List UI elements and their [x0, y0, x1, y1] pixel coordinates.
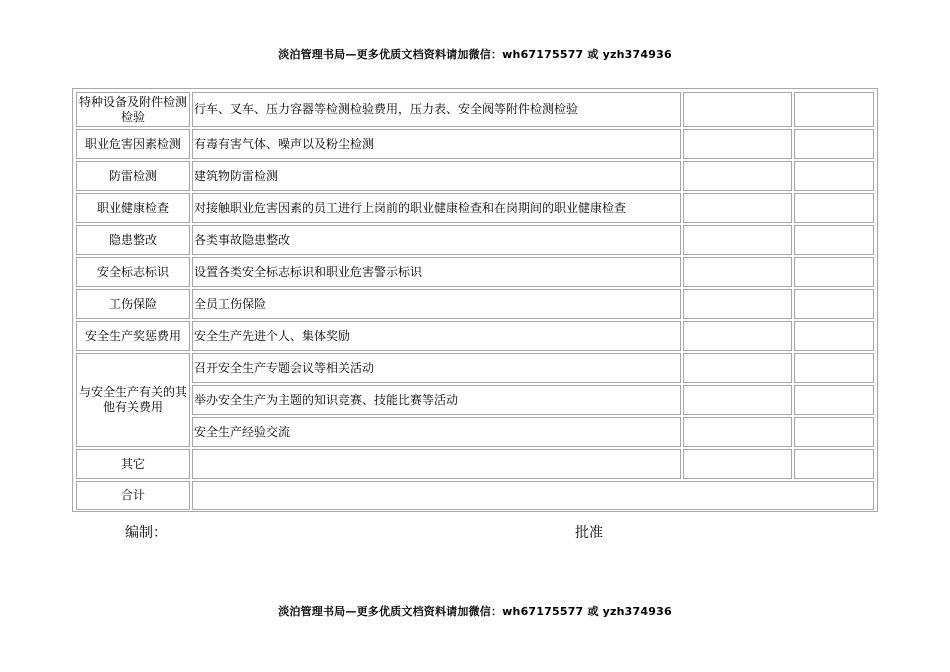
- category-cell: 安全标志标识: [76, 257, 190, 287]
- remark-cell: [794, 289, 874, 319]
- category-cell: 隐患整改: [76, 225, 190, 255]
- approved-by-label: 批准: [575, 525, 603, 541]
- amount-cell: [683, 129, 792, 159]
- description-cell: [192, 449, 681, 479]
- description-cell: 建筑物防雷检测: [192, 161, 681, 191]
- amount-cell: [683, 385, 792, 415]
- remark-cell: [794, 321, 874, 351]
- table-row: [76, 481, 874, 510]
- remark-cell: [794, 353, 874, 383]
- table-row: [76, 92, 874, 127]
- description-cell: 各类事故隐患整改: [192, 225, 681, 255]
- table-row: [76, 289, 874, 319]
- remark-cell: [794, 225, 874, 255]
- remark-cell: [794, 193, 874, 223]
- total-label-cell: 合计: [76, 481, 190, 510]
- prepared-by-label: 编制：: [125, 525, 167, 541]
- description-cell: 召开安全生产专题会议等相关活动: [192, 353, 681, 383]
- description-cell: 设置各类安全标志标识和职业危害警示标识: [192, 257, 681, 287]
- amount-cell: [683, 92, 792, 127]
- group-category-cell: 与安全生产有关的其他有关费用: [76, 353, 190, 447]
- table-row: [76, 385, 874, 415]
- description-cell: 行车、叉车、压力容器等检测检验费用，压力表、安全阀等附件检测检验: [192, 92, 681, 127]
- category-cell: 防雷检测: [76, 161, 190, 191]
- description-cell: 举办安全生产为主题的知识竞赛、技能比赛等活动: [192, 385, 681, 415]
- table-row: [76, 129, 874, 159]
- table-row: [76, 225, 874, 255]
- category-cell: 工伤保险: [76, 289, 190, 319]
- amount-cell: [683, 353, 792, 383]
- table-row: [76, 193, 874, 223]
- table-row: [76, 353, 874, 383]
- page-header-watermark: 淡泊管理书局—更多优质文档资料请加微信：wh67175577 或 yzh374936: [278, 48, 672, 61]
- table-row: [76, 257, 874, 287]
- description-cell: 对接触职业危害因素的员工进行上岗前的职业健康检查和在岗期间的职业健康检查: [192, 193, 681, 223]
- description-cell: 安全生产先进个人、集体奖励: [192, 321, 681, 351]
- category-cell: 特种设备及附件检测检验: [76, 92, 190, 127]
- table-row: [76, 161, 874, 191]
- amount-cell: [683, 225, 792, 255]
- other-label-cell: 其它: [76, 449, 190, 479]
- table-row: [76, 321, 874, 351]
- remark-cell: [794, 417, 874, 447]
- amount-cell: [683, 289, 792, 319]
- category-cell: 安全生产奖惩费用: [76, 321, 190, 351]
- category-cell: 职业危害因素检测: [76, 129, 190, 159]
- safety-cost-table: [72, 88, 878, 512]
- amount-cell: [683, 417, 792, 447]
- description-cell: 全员工伤保险: [192, 289, 681, 319]
- description-cell: 安全生产经验交流: [192, 417, 681, 447]
- category-cell: 职业健康检查: [76, 193, 190, 223]
- table-row: [76, 449, 874, 479]
- remark-cell: [794, 161, 874, 191]
- table-row: [76, 417, 874, 447]
- amount-cell: [683, 161, 792, 191]
- remark-cell: [794, 257, 874, 287]
- page-footer-watermark: 淡泊管理书局—更多优质文档资料请加微信：wh67175577 或 yzh374936: [278, 605, 672, 618]
- remark-cell: [794, 449, 874, 479]
- amount-cell: [683, 449, 792, 479]
- amount-cell: [683, 321, 792, 351]
- remark-cell: [794, 385, 874, 415]
- total-value-cell: [192, 481, 874, 510]
- remark-cell: [794, 92, 874, 127]
- amount-cell: [683, 257, 792, 287]
- remark-cell: [794, 129, 874, 159]
- description-cell: 有毒有害气体、噪声以及粉尘检测: [192, 129, 681, 159]
- amount-cell: [683, 193, 792, 223]
